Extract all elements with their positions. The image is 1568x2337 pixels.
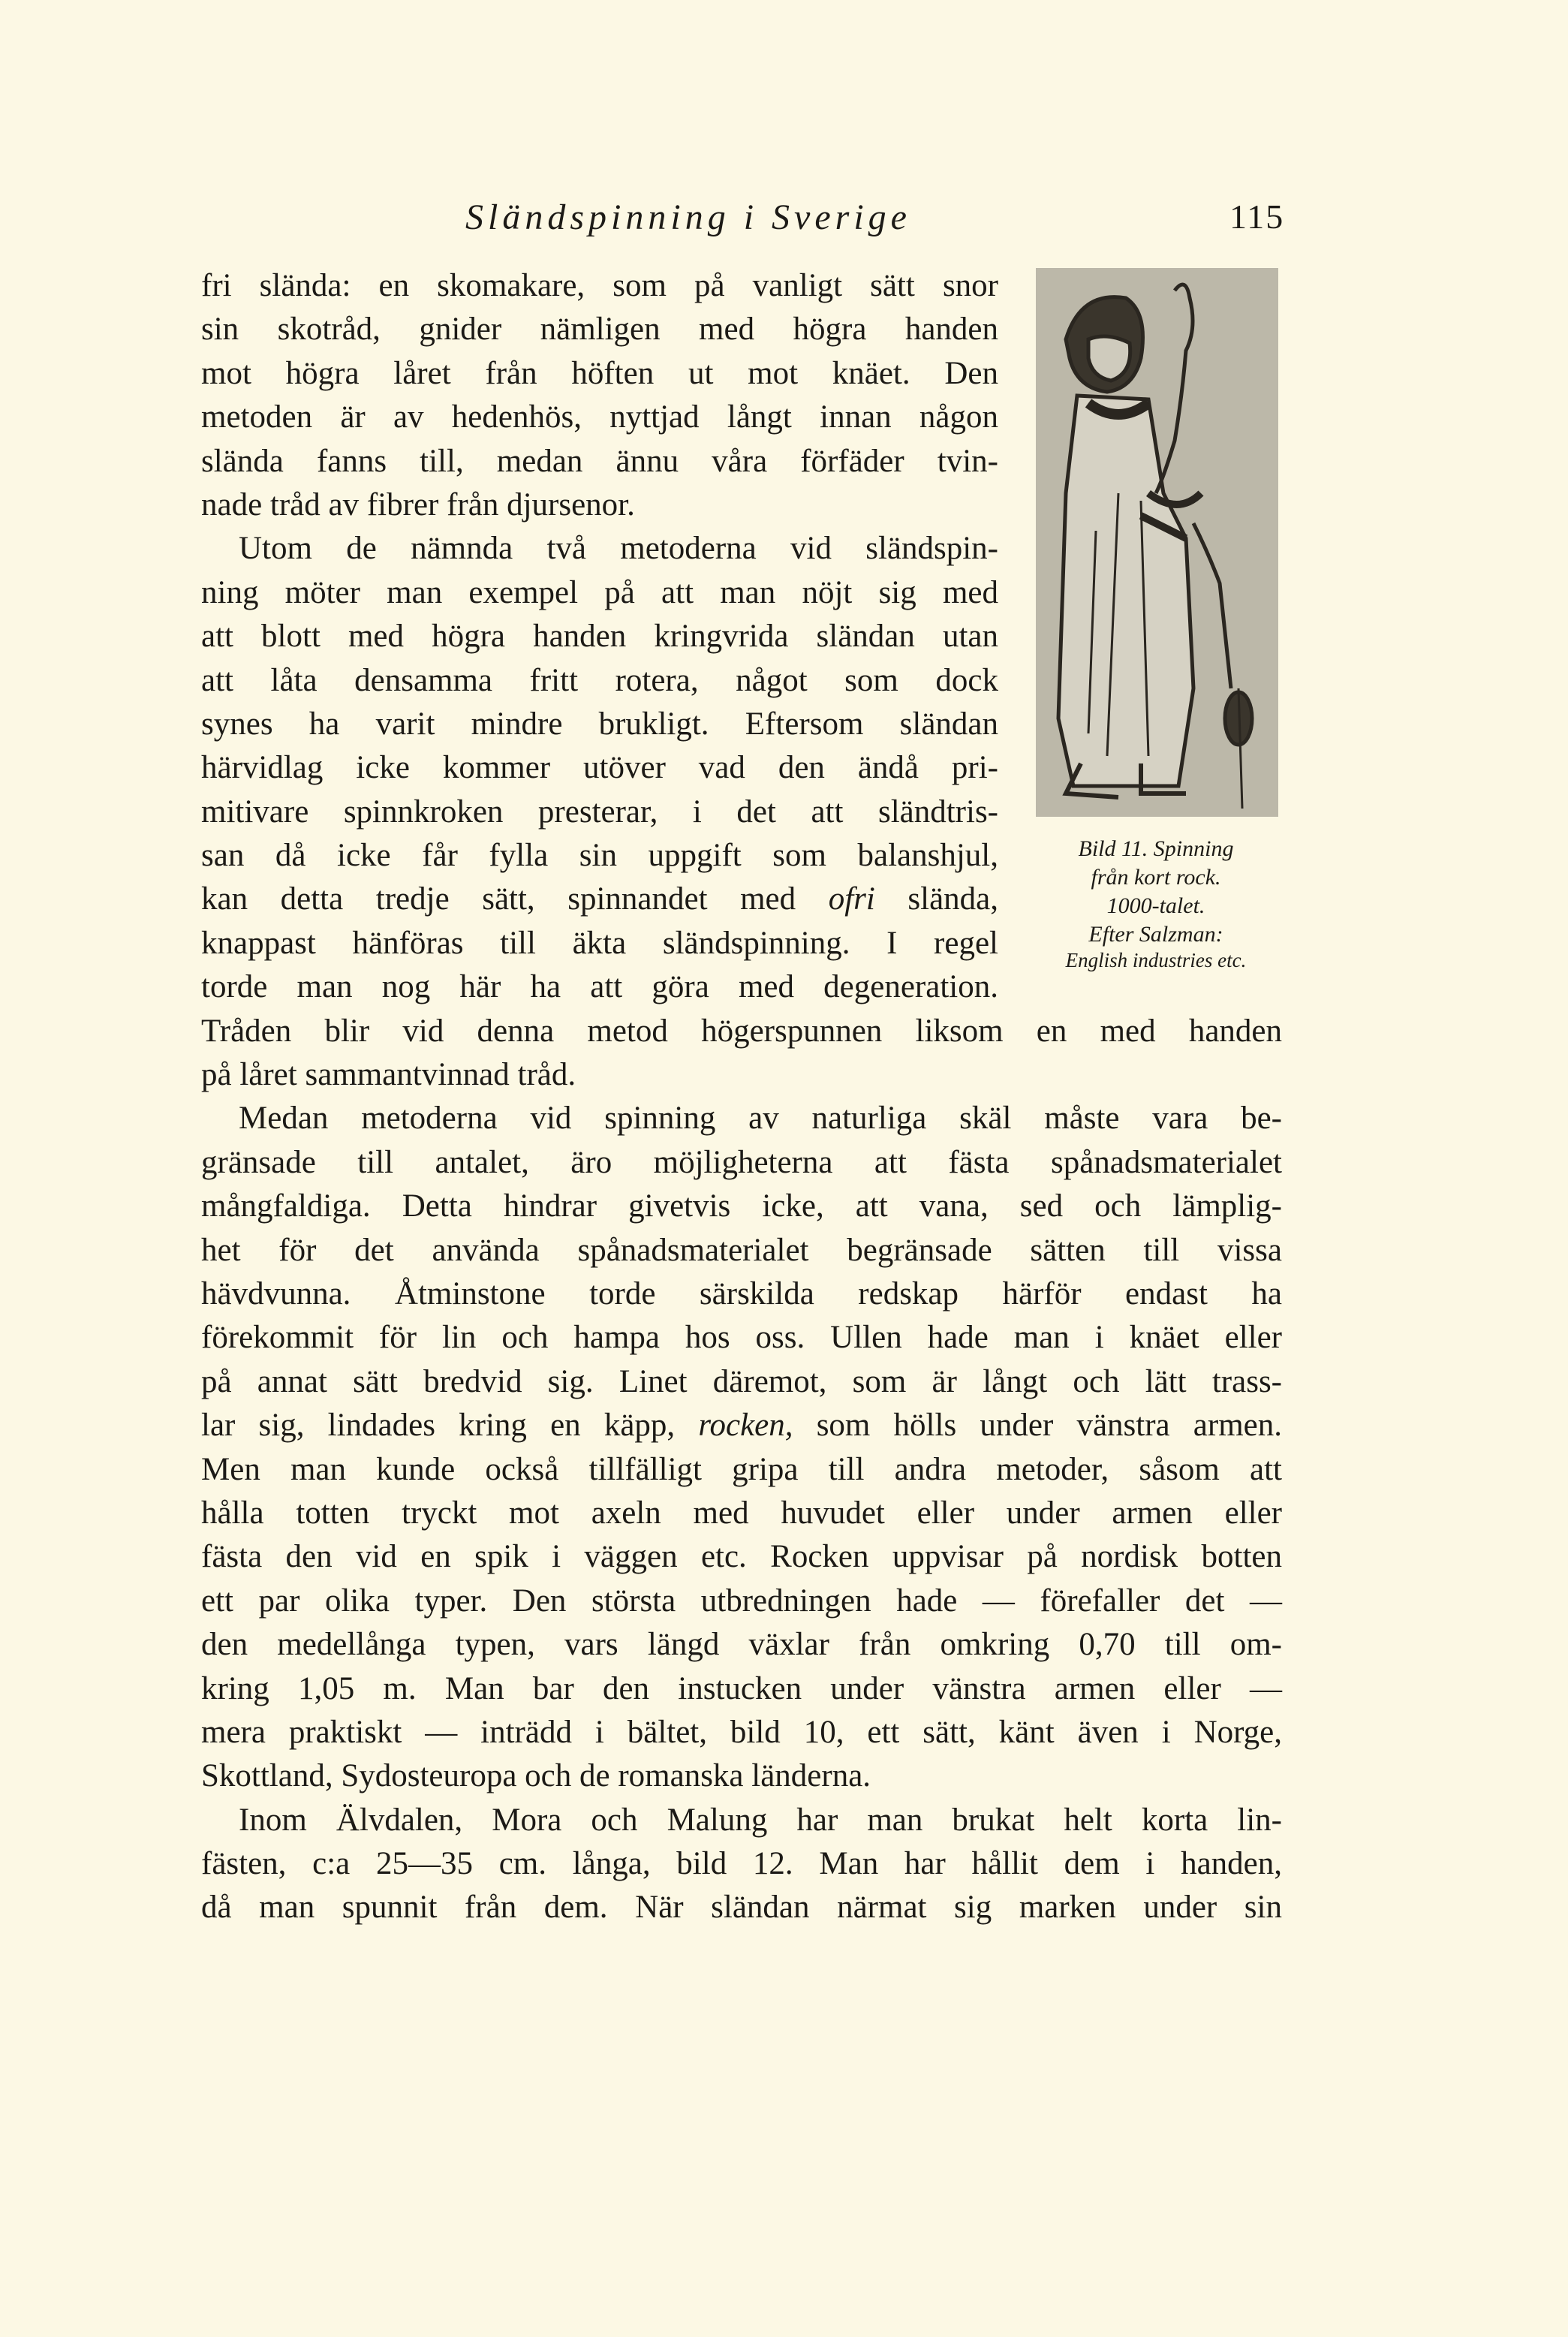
text-line: härvidlag icke kommer utöver vad den ändå pri- [201,750,998,786]
text-line: förekommit för lin och hampa hos oss. Ullen hade man i knäet eller [201,1320,1282,1356]
text-line: nade tråd av fibrer från djursenor. [201,486,635,523]
text-line: metoden är av hedenhös, nyttjad långt innan någon [201,399,998,435]
body-text [201,264,1282,1930]
page-number: 115 [1229,197,1285,236]
caption-line-date: 1000-talet. [1106,893,1205,918]
text-line: torde man nog här ha att göra med degeneration. [201,969,998,1005]
text-segment: kan detta tredje sätt, spinnandet med [201,881,829,917]
text-line: kring 1,05 m. Man bar den instucken under vänstra armen eller — [201,1670,1282,1706]
text-line: fri slända: en skomakare, som på vanligt sätt snor [201,268,998,303]
running-title: Sländspinning i Sverige [465,197,911,237]
text-line: synes ha varit mindre brukligt. Eftersom sländan [201,706,998,742]
text-line: då man spunnit från dem. När sländan närmat sig marken under sin [201,1890,1282,1926]
italic-term: rocken, [698,1408,793,1444]
caption-line-subtitle: från kort rock. [1091,865,1221,890]
text-line: Medan metoderna vid spinning av naturliga skäl måste vara be- [239,1101,1282,1137]
text-line: den medellånga typen, vars längd växlar från omkring 0,70 till om- [201,1627,1282,1663]
caption-line-source-title: English industries etc. [1065,949,1247,971]
text-line: fästa den vid en spik i väggen etc. Rocken uppvisar på nordisk botten [201,1539,1282,1575]
text-line: mångfaldiga. Detta hindrar givetvis icke, att vana, sed och lämplig- [201,1188,1282,1224]
text-line: hävdvunna. Åtminstone torde särskilda redskap härför endast ha [201,1275,1282,1312]
text-segment: som hölls under vänstra armen. [793,1408,1282,1444]
text-line: knappast hänföras till äkta sländspinning. I regel [201,925,998,961]
italic-term: ofri [828,881,875,917]
text-line [201,878,998,921]
text-line: mitivare spinnkroken presterar, i det att sländtris- [201,794,998,830]
text-line: att blott med högra handen kringvrida sländan utan [201,619,998,655]
text-line: hålla totten tryckt mot axeln med huvudet eller under armen eller [201,1495,1282,1531]
text-line: Utom de nämnda två metoderna vid sländspin- [239,531,998,567]
text-line: sin skotråd, gnider nämligen med högra handen [201,312,998,348]
caption-line-title: Bild 11. Spinning [1078,836,1234,861]
text-segment: lar sig, lindades kring en käpp, [201,1408,699,1444]
text-line: Skottland, Sydosteuropa och de romanska länderna. [201,1758,871,1794]
text-line: san då icke får fylla sin uppgift som balanshjul, [201,838,998,874]
text-line: att låta densamma fritt rotera, något som dock [201,662,998,698]
text-line: gränsade till antalet, äro möjligheterna att fästa spånadsmaterialet [201,1144,1282,1180]
text-line: ett par olika typer. Den största utbredningen hade — förefaller det — [201,1583,1282,1619]
text-line: mera praktiskt — inträdd i bältet, bild 10, ett sätt, känt även i Norge, [201,1714,1282,1750]
text-line: på låret sammantvinnad tråd. [201,1057,576,1093]
text-line: på annat sätt bredvid sig. Linet däremot, som är långt och lätt trass- [201,1363,1282,1399]
text-segment: slända, [874,881,999,917]
text-line [201,1404,1282,1447]
text-line: slända fanns till, medan ännu våra förfäder tvin- [201,443,998,479]
text-line: mot högra låret från höften ut mot knäet. Den [201,355,998,391]
caption-line-source: Efter Salzman: [1088,922,1223,947]
text-line: fästen, c:a 25—35 cm. långa, bild 12. Man har hållit dem i handen, [201,1846,1282,1882]
text-line: het för det använda spånadsmaterialet begränsade sätten till vissa [201,1232,1282,1268]
text-line: Tråden blir vid denna metod högerspunnen liksom en med handen [201,1013,1282,1049]
text-line: Men man kunde också tillfälligt gripa till andra metoder, såsom att [201,1451,1282,1487]
text-line: Inom Älvdalen, Mora och Malung har man brukat helt korta lin- [239,1802,1282,1838]
text-line: ning möter man exempel på att man nöjt sig med [201,574,998,610]
